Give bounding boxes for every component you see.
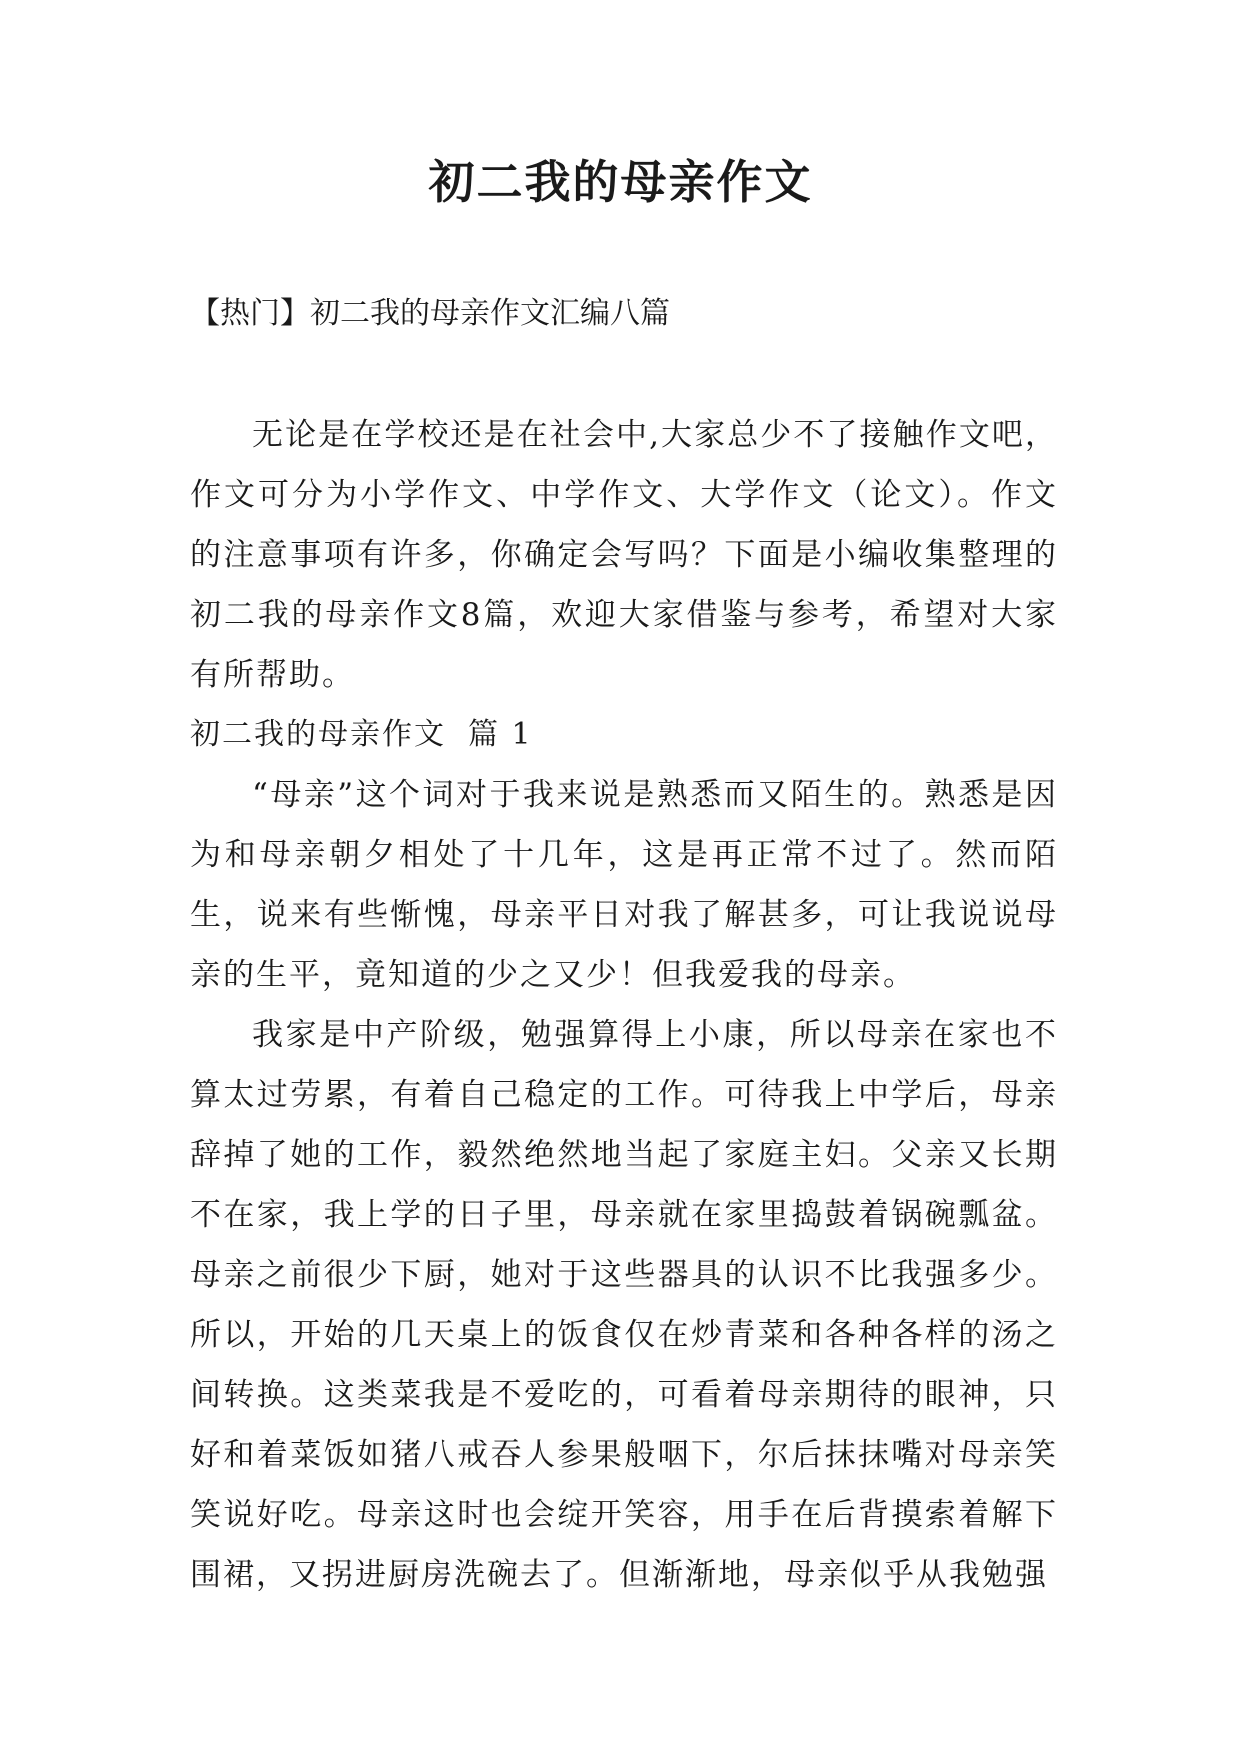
body-paragraph: “母亲”这个词对于我来说是熟悉而又陌生的。熟悉是因为和母亲朝夕相处了十几年，这是再正常不过了。然而陌生，说来有些惭愧，母亲平日对我了解甚多，可让我说说母亲的生平，竟知道的少之又少！但我爱我的母亲。 xyxy=(190,777,1058,993)
document-title: 初二我的母亲作文 xyxy=(428,155,813,209)
section-heading-label: 篇 1 xyxy=(468,717,533,752)
document-body xyxy=(190,405,1058,1605)
section-heading xyxy=(190,705,1058,765)
intro-paragraph: 无论是在学校还是在社会中,大家总少不了接触作文吧，作文可分为小学作文、中学作文、大学作文（论文）。作文的注意事项有许多，你确定会写吗？下面是小编收集整理的初二我的母亲作文8篇，欢迎大家借鉴与参考，希望对大家有所帮助。 xyxy=(190,417,1058,693)
section-heading-title: 初二我的母亲作文 xyxy=(190,717,446,752)
document-subtitle: 【热门】初二我的母亲作文汇编八篇 xyxy=(190,296,670,331)
body-paragraph: 我家是中产阶级，勉强算得上小康，所以母亲在家也不算太过劳累，有着自己稳定的工作。可待我上中学后，母亲辞掉了她的工作，毅然绝然地当起了家庭主妇。父亲又长期不在家，我上学的日子里，母亲就在家里捣鼓着锅碗瓢盆。母亲之前很少下厨，她对于这些器具的认识不比我强多少。所以，开始的几天桌上的饭食仅在炒青菜和各种各样的汤之间转换。这类菜我是不爱吃的，可看着母亲期待的眼神，只好和着菜饭如猪八戒吞人参果般咽下，尔后抹抹嘴对母亲笑笑说好吃。母亲这时也会绽开笑容，用手在后背摸索着解下围裙，又拐进厨房洗碗去了。但渐渐地，母亲似乎从我勉强 xyxy=(190,1017,1058,1593)
